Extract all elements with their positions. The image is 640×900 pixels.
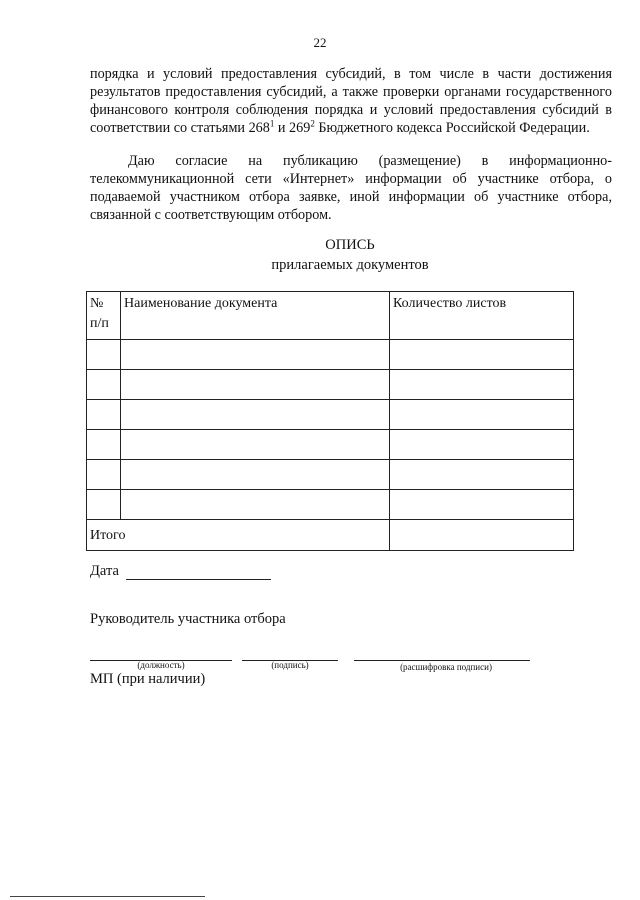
table-row [87,370,574,400]
paragraph-subsidy-control-text: порядка и условий предоставления субсидий, в том числе в части достижения результатов предоставления субсидий, а также проверки органами государственного финансового контроля соблюдения порядка и условий предоставления субсидий в соответствии со статьями 268 [90,66,612,136]
date-field[interactable] [126,565,271,580]
table-row [87,340,574,370]
article-268-superscript: 1 [269,118,275,129]
table-total-row [87,520,574,551]
footer-divider [10,896,205,897]
date-row [90,563,271,580]
article-269-superscript: 2 [310,118,315,129]
table-row [87,400,574,430]
table-cell-number[interactable] [87,430,121,460]
stamp-label: МП (при наличии) [90,671,206,687]
table-cell-number[interactable] [87,490,121,520]
table-cell-sheet-count[interactable] [390,460,574,490]
table-cell-document-name[interactable] [121,370,390,400]
header-cell-number [87,292,121,340]
paragraph-subsidy-control-text-3: Бюджетного кодекса Российской Федерации. [314,120,590,136]
header-number-label: № п/п [90,296,109,331]
paragraph-subsidy-control [90,65,612,137]
paragraph-publication-consent: Даю согласие на публикацию (размещение) в информационно-телекоммуникационной сети «Интернет» информации об участнике отбора, о подаваемой участником отбора заявке, иной информации об участнике отбора, связанной с соответствующим отбором. [90,153,612,223]
table-cell-document-name[interactable] [121,340,390,370]
table-cell-sheet-count[interactable] [390,370,574,400]
signature-decoding-caption: (расшифровка подписи) [400,662,492,672]
table-cell-sheet-count[interactable] [390,400,574,430]
header-cell-sheet-count [390,292,574,340]
table-cell-number[interactable] [87,340,121,370]
header-cell-document-name [121,292,390,340]
documents-table [86,291,574,551]
signature-caption: (подпись) [271,660,309,670]
inventory-subtitle: прилагаемых документов [271,257,429,273]
paragraph-subsidy-control-text-2: и 269 [274,120,311,136]
page-number: 22 [313,35,327,50]
table-cell-sheet-count[interactable] [390,430,574,460]
table-cell-sheet-count[interactable] [390,490,574,520]
total-label-cell [87,520,390,551]
total-sheet-count-cell[interactable] [390,520,574,551]
table-cell-document-name[interactable] [121,490,390,520]
table-cell-number[interactable] [87,370,121,400]
inventory-title: ОПИСЬ [325,237,375,253]
table-cell-document-name[interactable] [121,400,390,430]
table-cell-number[interactable] [87,400,121,430]
table-cell-number[interactable] [87,460,121,490]
table-row [87,430,574,460]
table-header-row [87,292,574,340]
total-label: Итого [90,528,126,543]
signature-decoding-line[interactable] [354,660,530,661]
position-caption: (должность) [137,660,185,670]
date-label: Дата [90,563,119,579]
table-cell-document-name[interactable] [121,430,390,460]
table-row [87,460,574,490]
head-of-participant-label: Руководитель участника отбора [90,611,286,627]
table-cell-sheet-count[interactable] [390,340,574,370]
header-sheet-count-label: Количество листов [393,296,507,311]
table-row [87,490,574,520]
table-cell-document-name[interactable] [121,460,390,490]
header-document-name-label: Наименование документа [124,296,278,311]
